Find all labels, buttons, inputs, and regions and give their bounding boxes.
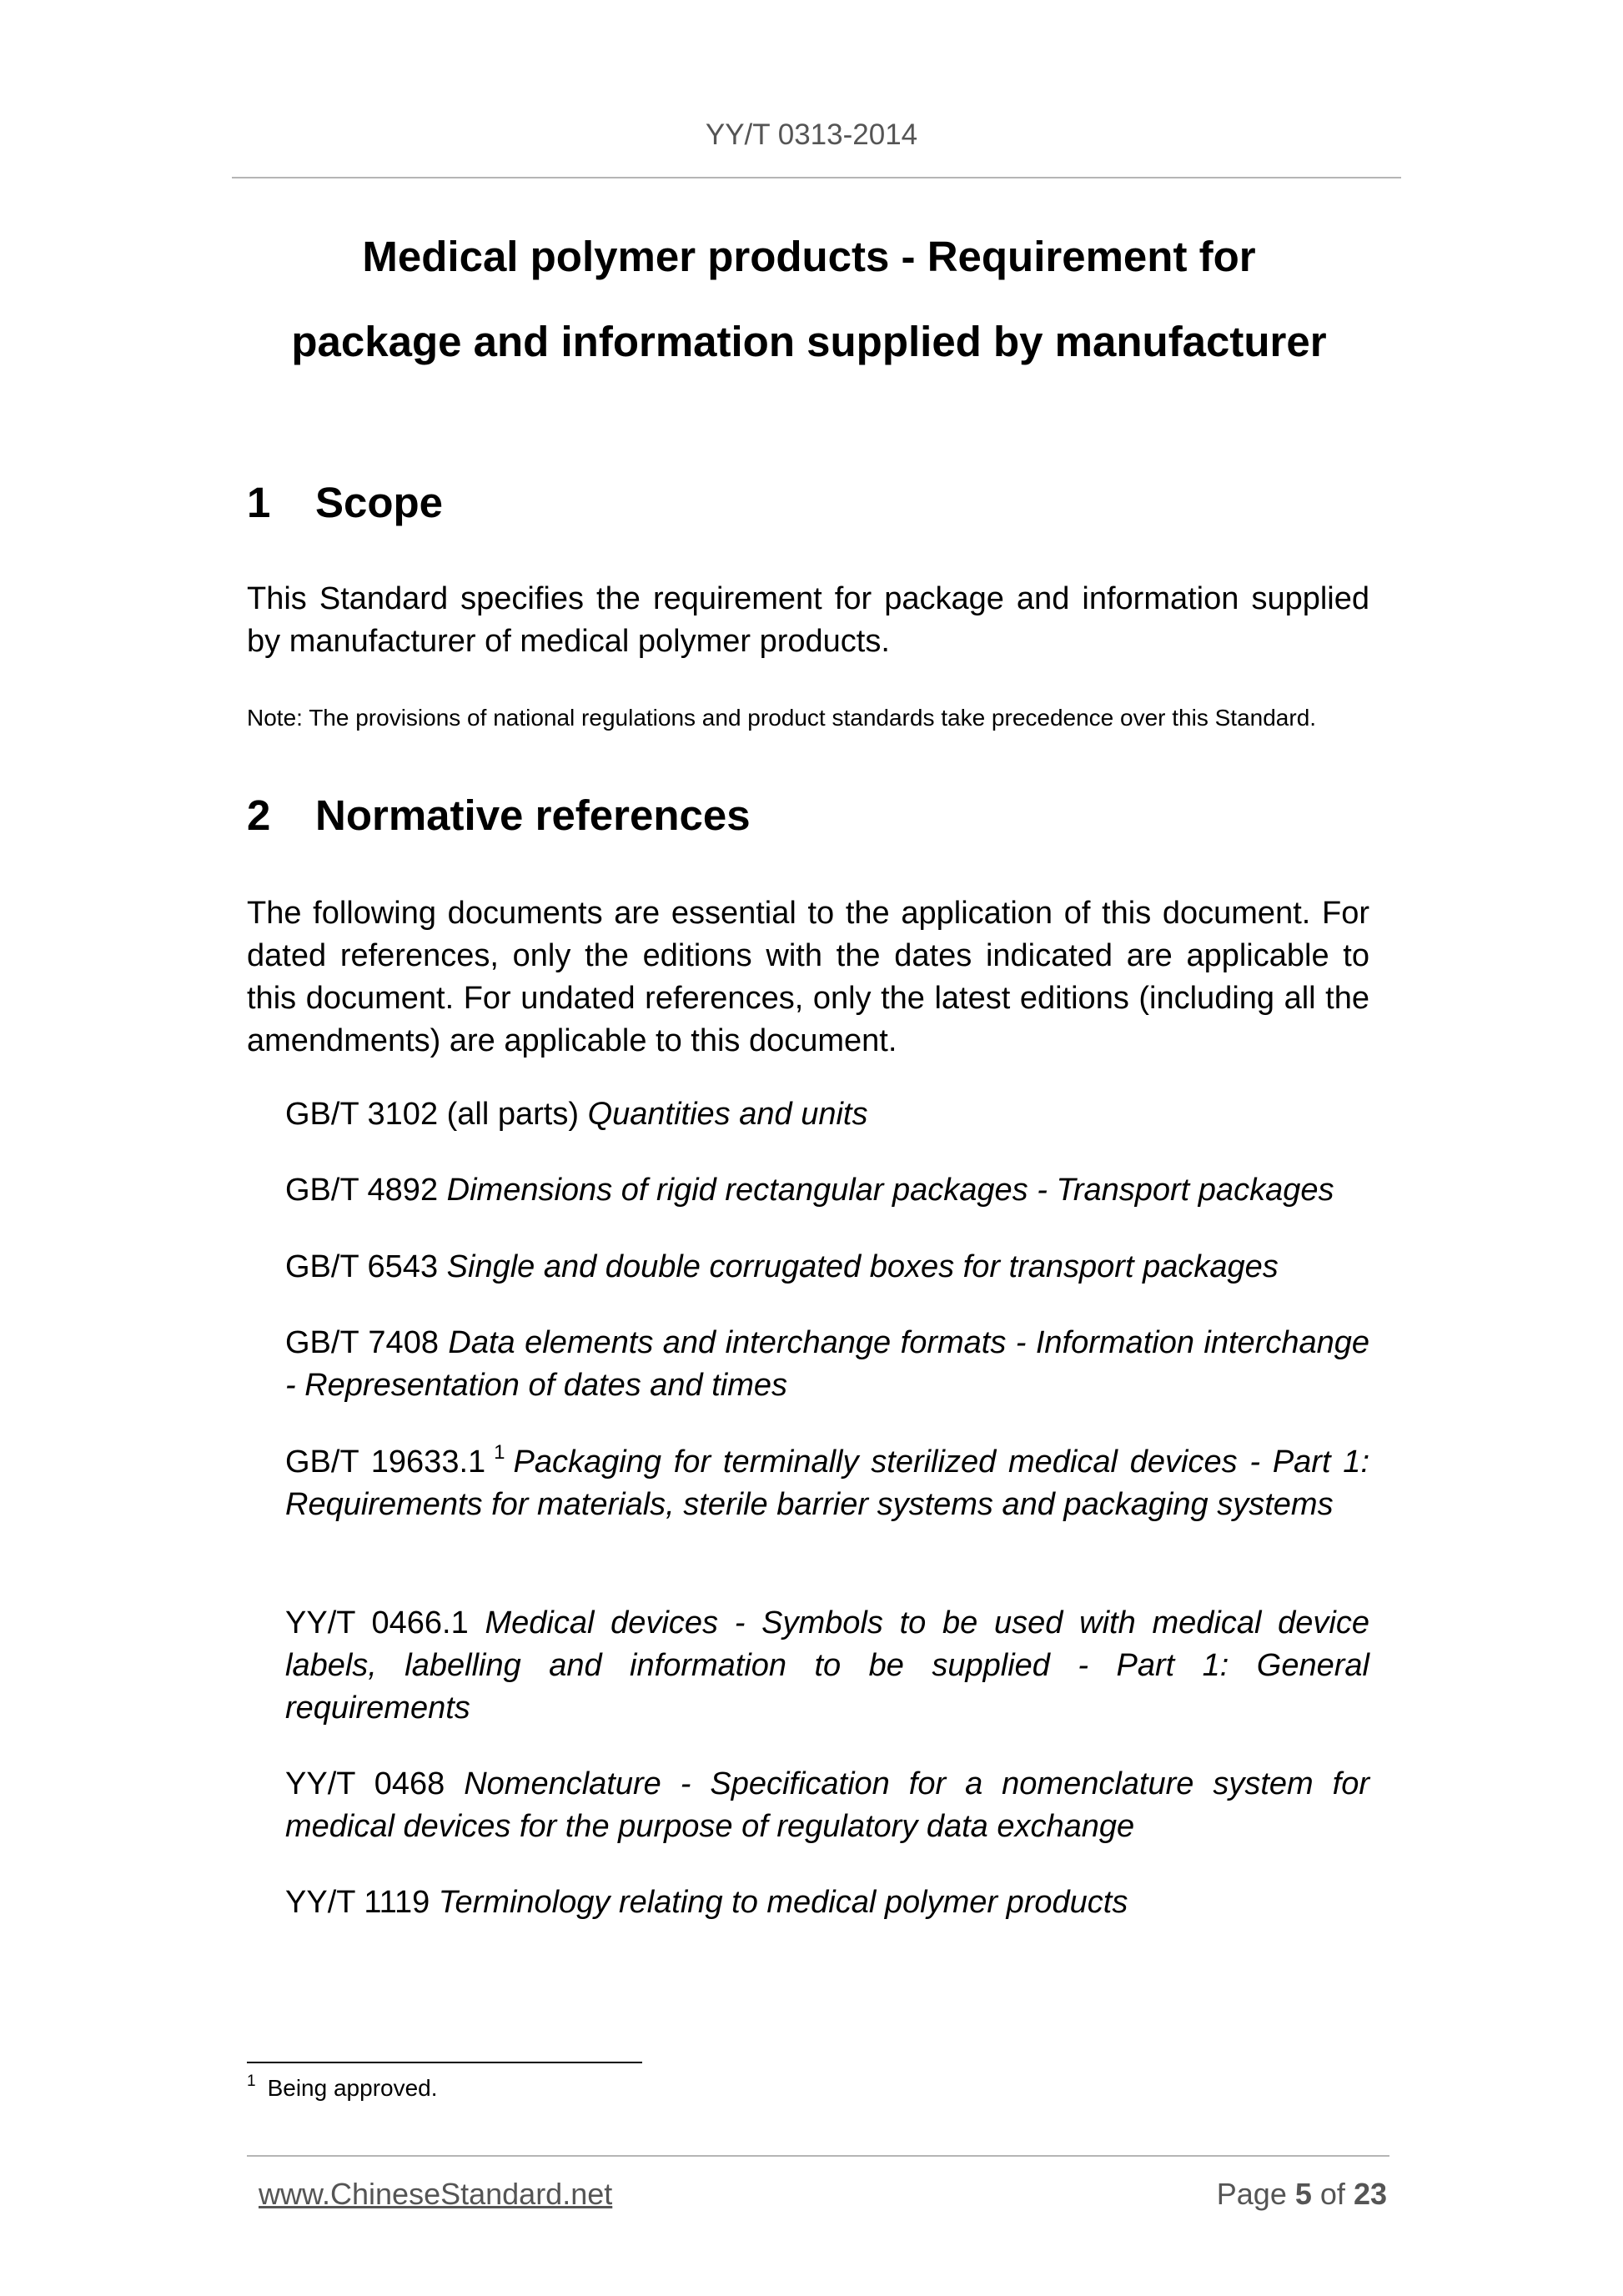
footnote-mark: 1 bbox=[247, 2072, 256, 2090]
section-title: Normative references bbox=[315, 791, 751, 839]
reference-title: Quantities and units bbox=[587, 1097, 868, 1132]
reference-item bbox=[285, 1602, 1369, 1730]
section-title: Scope bbox=[315, 479, 444, 526]
reference-item bbox=[285, 1322, 1369, 1407]
section-heading-scope bbox=[247, 478, 443, 527]
reference-title: Data elements and interchange formats - Information interchange - Representation of dates and times bbox=[285, 1325, 1369, 1403]
reference-title: Packaging for terminally sterilized medical devices - Part 1: Requirements for materials, sterile barrier systems and packaging systems bbox=[285, 1444, 1369, 1522]
reference-code: YY/T 0468 bbox=[285, 1766, 445, 1801]
footnote-text: Being approved. bbox=[267, 2075, 438, 2101]
reference-title: Single and double corrugated boxes for transport packages bbox=[446, 1249, 1279, 1284]
page-total: 23 bbox=[1353, 2177, 1387, 2211]
reference-code: GB/T 6543 bbox=[285, 1249, 439, 1284]
reference-item bbox=[285, 1882, 1369, 1924]
reference-title: Terminology relating to medical polymer products bbox=[438, 1885, 1128, 1920]
reference-code: YY/T 0466.1 bbox=[285, 1605, 469, 1640]
document-title-line-1: Medical polymer products - Requirement for bbox=[362, 233, 1256, 280]
reference-code: GB/T 7408 bbox=[285, 1325, 439, 1360]
page-indicator bbox=[1217, 2177, 1387, 2212]
page-of: of bbox=[1319, 2177, 1345, 2211]
reference-item bbox=[285, 1763, 1369, 1848]
reference-code: GB/T 4892 bbox=[285, 1173, 439, 1208]
scope-note: Note: The provisions of national regulations and product standards take precedence over this Standard. bbox=[247, 705, 1317, 731]
section-heading-normative-references bbox=[247, 791, 751, 840]
document-code-header: YY/T 0313-2014 bbox=[705, 118, 918, 151]
document-title-line-2: package and information supplied by manufacturer bbox=[291, 318, 1327, 365]
footnote-reference-mark[interactable]: 1 bbox=[494, 1441, 505, 1464]
reference-code: GB/T 3102 (all parts) bbox=[285, 1097, 580, 1132]
reference-title: Medical devices - Symbols to be used with medical device labels, labelling and information to be supplied - Part 1: General requirements bbox=[285, 1605, 1370, 1726]
reference-code: GB/T 19633.1 bbox=[285, 1444, 486, 1480]
reference-title: Nomenclature - Specification for a nomenclature system for medical devices for the purpose of regulatory data exchange bbox=[285, 1766, 1370, 1844]
page-current: 5 bbox=[1294, 2177, 1312, 2211]
reference-item bbox=[285, 1246, 1369, 1289]
reference-code: YY/T 1119 bbox=[285, 1885, 430, 1920]
section-number: 2 bbox=[247, 791, 271, 839]
reference-item bbox=[285, 1441, 1369, 1526]
footnote-divider bbox=[247, 2062, 642, 2063]
scope-paragraph: This Standard specifies the requirement for package and information supplied by manufacturer of medical polymer products. bbox=[247, 581, 1369, 659]
page-word: Page bbox=[1216, 2177, 1287, 2211]
footer-divider bbox=[247, 2155, 1389, 2157]
section-number: 1 bbox=[247, 479, 271, 526]
header-divider bbox=[232, 177, 1401, 178]
reference-title: Dimensions of rigid rectangular packages - Transport packages bbox=[446, 1173, 1334, 1208]
footnote bbox=[247, 2072, 438, 2102]
reference-item bbox=[285, 1169, 1369, 1212]
website-link[interactable]: www.ChineseStandard.net bbox=[259, 2177, 613, 2211]
reference-item bbox=[285, 1093, 1369, 1136]
normative-paragraph: The following documents are essential to the application of this document. For dated references, only the editions with the dates indicated are applicable to this document. For undated references, only the latest editions (including all the amendments) are applicable to this document. bbox=[247, 896, 1369, 1058]
